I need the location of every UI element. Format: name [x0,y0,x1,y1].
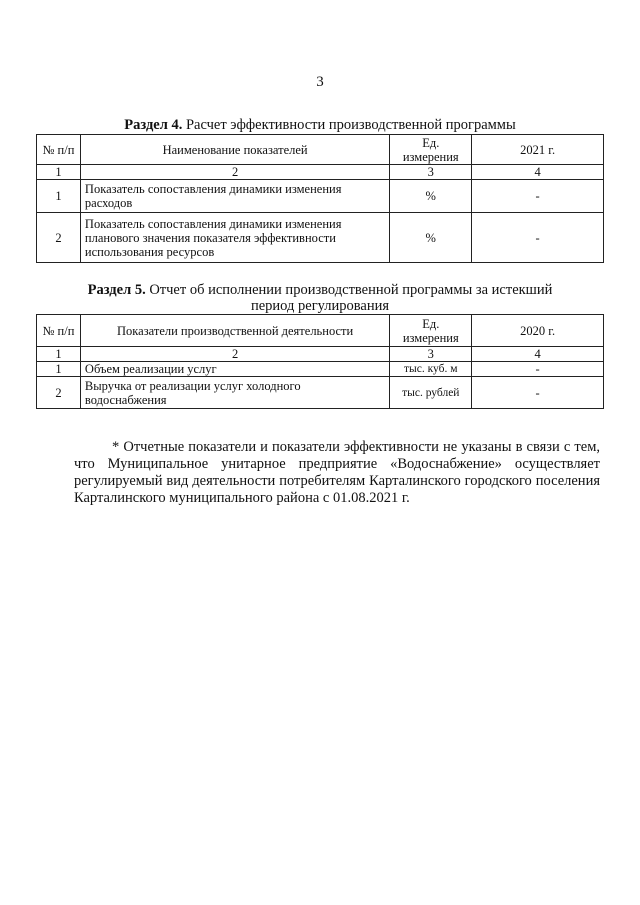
page-number: 3 [316,74,324,90]
table-row [37,180,604,213]
header-year: 2020 г. [472,315,604,347]
index-cell: 3 [390,347,472,362]
row-number: 1 [37,362,81,377]
table-row [37,377,604,409]
row-value: - [472,213,604,263]
section5-title-bold: Раздел 5. [87,282,146,298]
row-unit: % [390,213,472,263]
footnote [74,439,600,507]
section5-title-rest: Отчет об исполнении производственной программы за истекший [145,282,553,298]
header-name: Наименование показателей [80,135,389,165]
table-row [37,362,604,377]
index-cell: 4 [472,347,604,362]
header-year: 2021 г. [472,135,604,165]
row-name: Выручка от реализации услуг холодного водоснабжения [80,377,389,409]
section5-title [0,282,640,314]
header-number: № п/п [37,315,81,347]
header-unit: Ед. измерения [390,135,472,165]
index-cell: 4 [472,165,604,180]
index-cell: 2 [80,347,389,362]
row-unit: тыс. рублей [390,377,472,409]
row-name: Показатель сопоставления динамики изменения расходов [80,180,389,213]
table-index-row [37,347,604,362]
row-unit: % [390,180,472,213]
table-header-row [37,135,604,165]
section4-title-bold: Раздел 4. [124,117,183,133]
row-number: 2 [37,377,81,409]
header-number: № п/п [37,135,81,165]
header-name: Показатели производственной деятельности [80,315,389,347]
index-cell: 1 [37,165,81,180]
index-cell: 3 [390,165,472,180]
row-number: 2 [37,213,81,263]
row-value: - [472,180,604,213]
section5-title-line2: период регулирования [250,298,390,314]
section4-title-rest: Расчет эффективности производственной программы [182,117,516,133]
row-value: - [472,377,604,409]
section4-title [0,117,640,133]
section5-table [36,314,604,409]
footnote-text: * Отчетные показатели и показатели эффективности не указаны в связи с тем, что Муниципальное унитарное предприятие «Водоснабжение» осуществляет регулируемый вид деятельности потребителям Карталинского городского поселения Карталинского муниципального района с 01.08.2021 г. [74,439,600,506]
row-name: Объем реализации услуг [80,362,389,377]
row-number: 1 [37,180,81,213]
row-unit: тыс. куб. м [390,362,472,377]
section4-table [36,134,604,263]
index-cell: 2 [80,165,389,180]
index-cell: 1 [37,347,81,362]
table-header-row [37,315,604,347]
header-unit: Ед. измерения [390,315,472,347]
table-index-row [37,165,604,180]
table-row [37,213,604,263]
row-name: Показатель сопоставления динамики изменения планового значения показателя эффективности использования ресурсов [80,213,389,263]
row-value: - [472,362,604,377]
